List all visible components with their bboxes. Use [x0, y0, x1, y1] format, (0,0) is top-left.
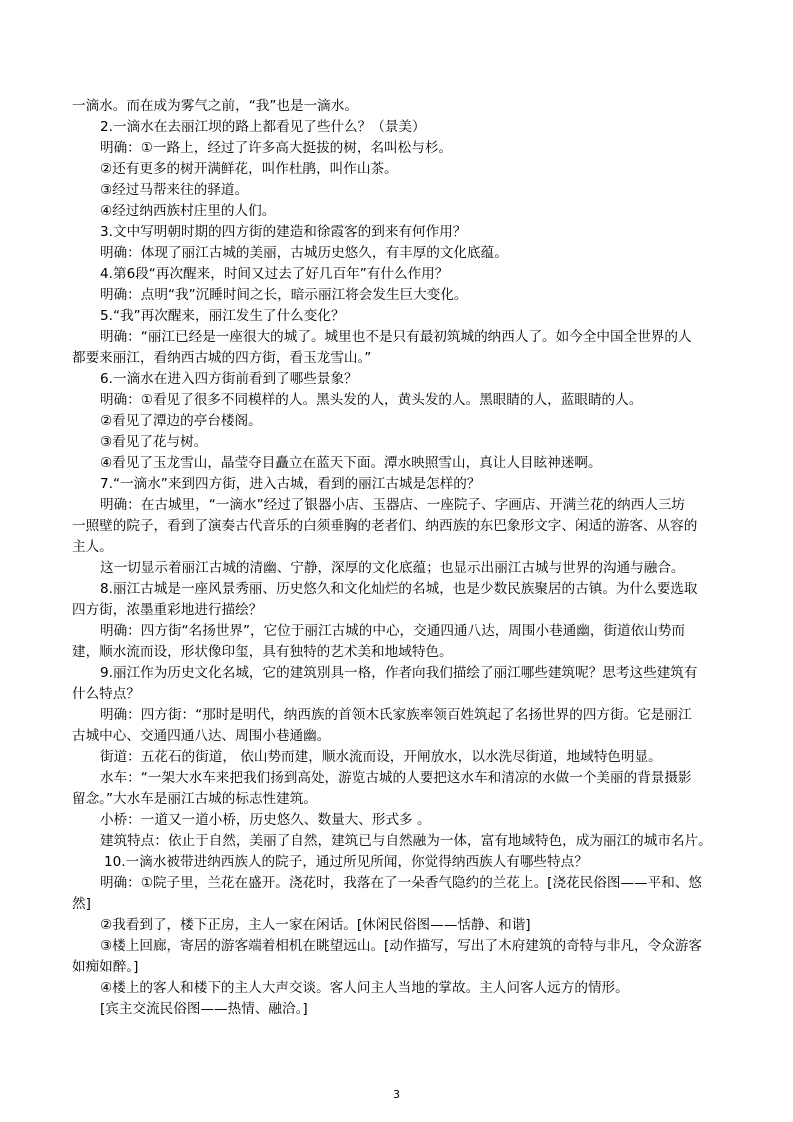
question-9: 9.丽江作为历史文化名城，它的建筑別具一格，作者向我们描绘了丽江哪些建筑呢？思考这些建筑有: [100, 665, 698, 681]
answer-line: 水车：“一架大水车来把我们扬到高处，游览古城的人要把这水车和清凉的水做一个美丽的背景摄影: [100, 770, 692, 786]
answer-line: 明确：①院子里，兰花在盛开。浇花时，我落在了一朵香气隐约的兰花上。[浇花民俗图——平和、悠: [100, 875, 703, 891]
answer-line: ②还有更多的树开满鲜花，叫作杜鹃，叫作山茶。: [100, 161, 398, 177]
answer-line: 都要来丽江，看纳西古城的四方街，看玉龙雪山。”: [72, 350, 372, 366]
answer-line: 明确：①看见了很多不同模样的人。黑头发的人，黄头发的人。黑眼睛的人，蓝眼睛的人。: [100, 392, 643, 408]
answer-line: ③经过马帮来往的驿道。: [100, 182, 249, 198]
answer-line: 留念。”大水车是丽江古城的标志性建筑。: [72, 791, 317, 807]
question-5: 5.“我”再次醒来，丽江发生了什么变化？: [100, 308, 345, 324]
answer-line: 明确：①一路上，经过了许多高大挺拔的树，名叫松与杉。: [100, 140, 453, 156]
answer-line: 街道：五花石的街道， 依山势而建，顺水流而设，开闸放水，以水洗尽街道，地域特色明显。: [100, 749, 662, 765]
answer-line: 古城中心、交通四通八达、周围小巷通幽。: [72, 728, 331, 744]
answer-line: 如痴如醉。]: [72, 959, 139, 975]
answer-line: ②我看到了，楼下正房，主人一家在闲话。[休闲民俗图——恬静、和谐]: [100, 917, 531, 933]
answer-line: ③看见了花与树。: [100, 434, 208, 450]
answer-line: [宾主交流民俗图——热情、融洽。]: [100, 1001, 308, 1017]
answer-line: 然]: [72, 896, 91, 912]
answer-line: ④楼上的客人和楼下的主人大声交谈。客人问主人当地的掌故。主人问客人远方的情形。: [100, 980, 629, 996]
answer-line: 小桥：一道又一道小桥，历史悠久、数量大、形式多 。: [100, 812, 431, 828]
question-2: 2.一滴水在去丽江坝的路上都看见了些什么？（景美）: [100, 119, 426, 135]
question-10: 10.一滴水被带进纳西族人的院子，通过所见所闻，你觉得纳西族人有哪些特点？: [104, 854, 588, 870]
answer-line: 一照壁的院子，看到了演奏古代音乐的白须垂胸的老者们、纳西族的东巴象形文字、闲适的游客、从容的: [72, 518, 698, 534]
question-8-cont: 四方街，浓墨重彩地进行描绘？: [72, 602, 263, 618]
answer-line: 明确：体现了丽江古城的美丽，古城历史悠久，有丰厚的文化底蕴。: [100, 245, 508, 261]
answer-line: ④经过纳西族村庄里的人们。: [100, 203, 276, 219]
answer-line: 明确：点明“我”沉睡时间之长，暗示丽江将会发生巨大变化。: [100, 287, 468, 303]
answer-line: 明确：四方街“名扬世界”，它位于丽江古城的中心，交通四通八达，周围小巷通幽，街道依山势而: [100, 623, 686, 639]
answer-line: 明确：“丽江已经是一座很大的城了。城里也不是只有最初筑城的纳西人了。如今全中国全世界的人: [100, 329, 692, 345]
question-6: 6.一滴水在进入四方街前看到了哪些景象？: [100, 371, 358, 387]
question-8: 8.丽江古城是一座风景秀丽、历史悠久和文化灿烂的名城，也是少数民族聚居的古镇。为什么要选取: [100, 581, 698, 597]
answer-line: 明确：在古城里，“一滴水”经过了银器小店、玉器店、一座院子、字画店、开满兰花的纳西人三坊: [100, 497, 686, 513]
answer-line: 建筑特点：依止于自然，美丽了自然，建筑已与自然融为一体，富有地域特色，成为丽江的城市名片。: [100, 833, 712, 849]
answer-line: 主人。: [72, 539, 113, 555]
page-number: 3: [393, 1088, 400, 1101]
answer-line: ④看见了玉龙雪山，晶莹夺目矗立在蓝天下面。潭水映照雪山，真让人目眩神迷啊。: [100, 455, 602, 471]
text-line: 一滴水。而在成为雾气之前，“我”也是一滴水。: [72, 98, 358, 114]
question-4: 4.第6段“再次醒来，时间又过去了好几百年”有什么作用？: [100, 266, 449, 282]
answer-line: 建，顺水流而设，形状像印玺，具有独特的艺术美和地域特色。: [72, 644, 453, 660]
answer-line: 明确：四方街：“那时是明代，纳西族的首领木氏家族率领百姓筑起了名扬世界的四方街。它是丽江: [100, 707, 692, 723]
answer-line: ③楼上回廊，寄居的游客端着相机在眺望远山。[动作描写，写出了木府建筑的奇特与非凡，令众游客: [100, 938, 703, 954]
answer-line: 这一切显示着丽江古城的清幽、宁静，深厚的文化底蕴；也显示出丽江古城与世界的沟通与融合。: [100, 560, 685, 576]
question-3: 3.文中写明朝时期的四方街的建造和徐霞客的到来有何作用？: [100, 224, 467, 240]
question-7: 7.“一滴水”来到四方街，进入古城，看到的丽江古城是怎样的？: [100, 476, 481, 492]
question-9-cont: 什么特点？: [72, 686, 140, 702]
answer-line: ②看见了潭边的亭台楼阁。: [100, 413, 262, 429]
